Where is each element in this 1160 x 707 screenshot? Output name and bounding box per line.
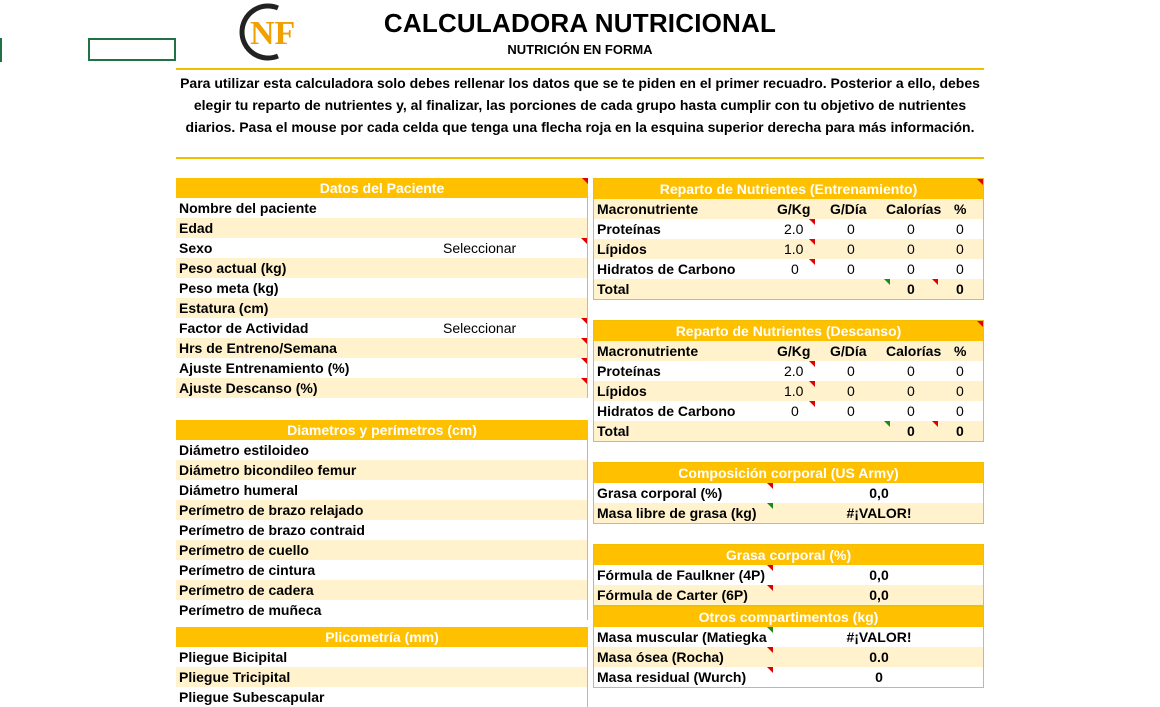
- macro-name: Lípidos: [597, 241, 647, 257]
- macro-g-per-day: 0: [847, 363, 855, 379]
- measurement-label: Perímetro de cadera: [179, 582, 314, 598]
- skinfold-label: Pliegue Subescapular: [179, 689, 325, 705]
- body-composition-title: Composición corporal (US Army): [678, 465, 899, 481]
- training-macro-row[interactable]: [594, 239, 983, 259]
- compartment-row: [594, 667, 983, 687]
- patient-field-row[interactable]: [176, 298, 587, 318]
- comment-marker-icon: [581, 338, 587, 344]
- training-column-header: Calorías: [886, 201, 942, 217]
- macro-g-per-kg[interactable]: 0: [791, 403, 799, 419]
- body-fat-panel: [593, 544, 984, 606]
- rest-column-header: Macronutriente: [597, 343, 699, 359]
- patient-field-label: Peso actual (kg): [179, 260, 287, 276]
- patient-field-label: Estatura (cm): [179, 300, 269, 316]
- body-composition-row: [594, 503, 983, 523]
- measurement-row[interactable]: [176, 460, 587, 480]
- macro-calories: 0: [907, 403, 915, 419]
- total-label: Total: [597, 281, 630, 297]
- training-column-header-row: [594, 199, 983, 219]
- other-compartments-title: Otros compartimentos (kg): [698, 609, 879, 625]
- macro-percent: 0: [956, 363, 964, 379]
- patient-field-label: Edad: [179, 220, 214, 236]
- compartment-value: 0.0: [869, 649, 889, 665]
- macro-percent: 0: [956, 403, 964, 419]
- page-subtitle: NUTRICIÓN EN FORMA: [507, 42, 653, 57]
- svg-text:NF: NF: [250, 15, 296, 52]
- patient-field-row[interactable]: [176, 238, 587, 258]
- patient-field-label: Nombre del paciente: [179, 200, 317, 216]
- patient-field-row[interactable]: [176, 358, 587, 378]
- comment-marker-icon: [767, 483, 773, 489]
- measurement-row[interactable]: [176, 540, 587, 560]
- macro-name: Lípidos: [597, 383, 647, 399]
- macro-percent: 0: [956, 383, 964, 399]
- macro-g-per-kg[interactable]: 0: [791, 261, 799, 277]
- body-fat-title: Grasa corporal (%): [725, 547, 852, 563]
- intro-bottom-rule: [176, 157, 984, 159]
- patient-field-row[interactable]: [176, 198, 587, 218]
- patient-data-panel: [176, 178, 588, 398]
- skinfold-label: Pliegue Tricipital: [179, 669, 291, 685]
- patient-field-label: Factor de Actividad: [179, 320, 309, 336]
- patient-field-label: Ajuste Descanso (%): [179, 380, 318, 396]
- comment-marker-icon: [581, 318, 587, 324]
- compartment-value: 0: [875, 669, 883, 685]
- comment-marker-icon: [581, 358, 587, 364]
- macro-calories: 0: [907, 241, 915, 257]
- body-fat-label: Fórmula de Faulkner (4P): [597, 567, 766, 583]
- macro-g-per-kg[interactable]: 1.0: [784, 383, 804, 399]
- rest-macro-row[interactable]: [594, 401, 983, 421]
- macro-g-per-day: 0: [847, 383, 855, 399]
- macro-g-per-kg[interactable]: 1.0: [784, 241, 804, 257]
- comment-marker-icon: [809, 239, 815, 245]
- measurement-label: Perímetro de brazo contraid: [179, 522, 365, 538]
- comment-marker-icon: [977, 179, 983, 185]
- body-composition-value: 0,0: [869, 485, 889, 501]
- measurement-row[interactable]: [176, 560, 587, 580]
- macro-percent: 0: [956, 241, 964, 257]
- comment-marker-icon: [767, 667, 773, 673]
- total-calories: 0: [907, 423, 915, 439]
- macro-g-per-day: 0: [847, 241, 855, 257]
- macro-name: Proteínas: [597, 363, 661, 379]
- comment-marker-icon: [932, 421, 938, 427]
- rest-column-header: Calorías: [886, 343, 942, 359]
- compartment-label: Masa residual (Wurch): [597, 669, 747, 685]
- rest-nutrients-panel: [593, 320, 984, 442]
- patient-data-title: Datos del Paciente: [319, 180, 445, 196]
- comment-marker-icon: [582, 178, 588, 184]
- body-fat-header: [594, 545, 983, 565]
- training-column-header: Macronutriente: [597, 201, 699, 217]
- total-percent: 0: [956, 281, 964, 297]
- other-compartments-panel: [593, 606, 984, 688]
- comment-marker-icon: [581, 378, 587, 384]
- measurement-label: Perímetro de cuello: [179, 542, 309, 558]
- patient-field-label: Ajuste Entrenamiento (%): [179, 360, 350, 376]
- body-composition-panel: [593, 462, 984, 524]
- rest-total-row: [594, 421, 983, 441]
- other-compartments-header: [594, 607, 983, 627]
- selected-cell[interactable]: [88, 38, 176, 61]
- rest-column-header: G/Kg: [777, 343, 811, 359]
- compartment-label: Masa ósea (Rocha): [597, 649, 724, 665]
- training-total-row: [594, 279, 983, 299]
- macro-calories: 0: [907, 363, 915, 379]
- patient-field-row[interactable]: [176, 218, 587, 238]
- measurement-label: Perímetro de cintura: [179, 562, 316, 578]
- training-nutrients-panel: [593, 178, 984, 300]
- patient-field-row[interactable]: [176, 378, 587, 398]
- patient-field-label: Peso meta (kg): [179, 280, 279, 296]
- macro-g-per-kg[interactable]: 2.0: [784, 363, 804, 379]
- macro-g-per-kg[interactable]: 2.0: [784, 221, 804, 237]
- training-column-header: %: [954, 201, 967, 217]
- macro-percent: 0: [956, 221, 964, 237]
- rest-column-header: %: [954, 343, 967, 359]
- training-macro-row[interactable]: [594, 259, 983, 279]
- measurement-row[interactable]: [176, 600, 587, 620]
- diameters-header: [176, 420, 588, 440]
- body-composition-header: [594, 463, 983, 483]
- rest-nutrients-title: Reparto de Nutrientes (Descanso): [675, 323, 902, 339]
- measurement-row[interactable]: [176, 500, 587, 520]
- body-fat-label: Fórmula de Carter (6P): [597, 587, 748, 603]
- rest-column-header: G/Día: [830, 343, 867, 359]
- macro-calories: 0: [907, 261, 915, 277]
- comment-marker-icon: [884, 279, 890, 285]
- comment-marker-icon: [767, 503, 773, 509]
- total-percent: 0: [956, 423, 964, 439]
- comment-marker-icon: [884, 421, 890, 427]
- comment-marker-icon: [809, 381, 815, 387]
- skinfold-title: Plicometría (mm): [325, 629, 439, 645]
- training-nutrients-header: [594, 179, 983, 199]
- rest-nutrients-header: [594, 321, 983, 341]
- patient-field-row[interactable]: [176, 278, 587, 298]
- measurement-row[interactable]: [176, 480, 587, 500]
- skinfold-label: Pliegue Bicipital: [179, 649, 288, 665]
- comment-marker-icon: [767, 565, 773, 571]
- measurement-row[interactable]: [176, 440, 587, 460]
- training-macro-row[interactable]: [594, 219, 983, 239]
- measurement-label: Diámetro bicondileo femur: [179, 462, 357, 478]
- intro-text: Para utilizar esta calculadora solo debes rellenar los datos que se te piden en el primer recuadro. Posterior a ello, debes elegir tu reparto de nutrientes y, al finalizar, las porciones de cada grupo hasta cumplir con tu objetivo de nutrientes diarios. Pasa el mouse por cada celda que tenga una flecha roja en la esquina superior derecha para más información.: [180, 75, 980, 135]
- patient-field-row[interactable]: [176, 338, 587, 358]
- body-fat-row: [594, 585, 983, 605]
- comment-marker-icon: [809, 219, 815, 225]
- macro-g-per-day: 0: [847, 221, 855, 237]
- diameters-title: Diametros y perímetros (cm): [287, 422, 477, 438]
- patient-data-header: [176, 178, 588, 198]
- training-column-header: G/Día: [830, 201, 867, 217]
- body-fat-row: [594, 565, 983, 585]
- macro-g-per-day: 0: [847, 261, 855, 277]
- patient-field-row[interactable]: [176, 258, 587, 278]
- total-label: Total: [597, 423, 630, 439]
- patient-field-label: Hrs de Entreno/Semana: [179, 340, 337, 356]
- intro-top-rule: [176, 68, 984, 70]
- comment-marker-icon: [767, 585, 773, 591]
- comment-marker-icon: [767, 627, 773, 633]
- patient-field-label: Sexo: [179, 240, 213, 256]
- comment-marker-icon: [809, 401, 815, 407]
- compartment-value: #¡VALOR!: [846, 629, 912, 645]
- body-fat-value: 0,0: [869, 567, 889, 583]
- macro-g-per-day: 0: [847, 403, 855, 419]
- training-nutrients-title: Reparto de Nutrientes (Entrenamiento): [659, 181, 918, 197]
- skinfold-header: [176, 627, 588, 647]
- macro-calories: 0: [907, 383, 915, 399]
- skinfold-panel: [176, 627, 588, 707]
- diameters-panel: [176, 420, 588, 620]
- compartment-label: Masa muscular (Matiegka: [597, 629, 767, 645]
- body-composition-label: Masa libre de grasa (kg): [597, 505, 757, 521]
- body-fat-value: 0,0: [869, 587, 889, 603]
- training-column-header: G/Kg: [777, 201, 811, 217]
- compartment-row: [594, 627, 983, 647]
- body-composition-value: #¡VALOR!: [846, 505, 912, 521]
- body-composition-label: Grasa corporal (%): [597, 485, 723, 501]
- measurement-label: Perímetro de muñeca: [179, 602, 322, 618]
- page-title: CALCULADORA NUTRICIONAL: [383, 8, 777, 38]
- comment-marker-icon: [809, 259, 815, 265]
- macro-name: Hidratos de Carbono: [597, 261, 736, 277]
- rest-column-header-row: [594, 341, 983, 361]
- macro-name: Proteínas: [597, 221, 661, 237]
- compartment-row: [594, 647, 983, 667]
- patient-field-row[interactable]: [176, 318, 587, 338]
- rest-macro-row[interactable]: [594, 361, 983, 381]
- comment-marker-icon: [581, 238, 587, 244]
- measurement-label: Diámetro humeral: [179, 482, 299, 498]
- macro-name: Hidratos de Carbono: [597, 403, 736, 419]
- nf-logo-icon: [234, 2, 304, 62]
- skinfold-row[interactable]: [176, 687, 587, 707]
- comment-marker-icon: [809, 361, 815, 367]
- row-selection-handle: [0, 38, 2, 62]
- measurement-row[interactable]: [176, 580, 587, 600]
- comment-marker-icon: [977, 321, 983, 327]
- patient-field-value[interactable]: Seleccionar: [443, 320, 517, 336]
- rest-macro-row[interactable]: [594, 381, 983, 401]
- macro-percent: 0: [956, 261, 964, 277]
- measurement-row[interactable]: [176, 520, 587, 540]
- total-calories: 0: [907, 281, 915, 297]
- measurement-label: Diámetro estiloideo: [179, 442, 309, 458]
- skinfold-row[interactable]: [176, 667, 587, 687]
- macro-calories: 0: [907, 221, 915, 237]
- skinfold-row[interactable]: [176, 647, 587, 667]
- patient-field-value[interactable]: Seleccionar: [443, 240, 517, 256]
- comment-marker-icon: [932, 279, 938, 285]
- body-composition-row: [594, 483, 983, 503]
- measurement-label: Perímetro de brazo relajado: [179, 502, 364, 518]
- comment-marker-icon: [767, 647, 773, 653]
